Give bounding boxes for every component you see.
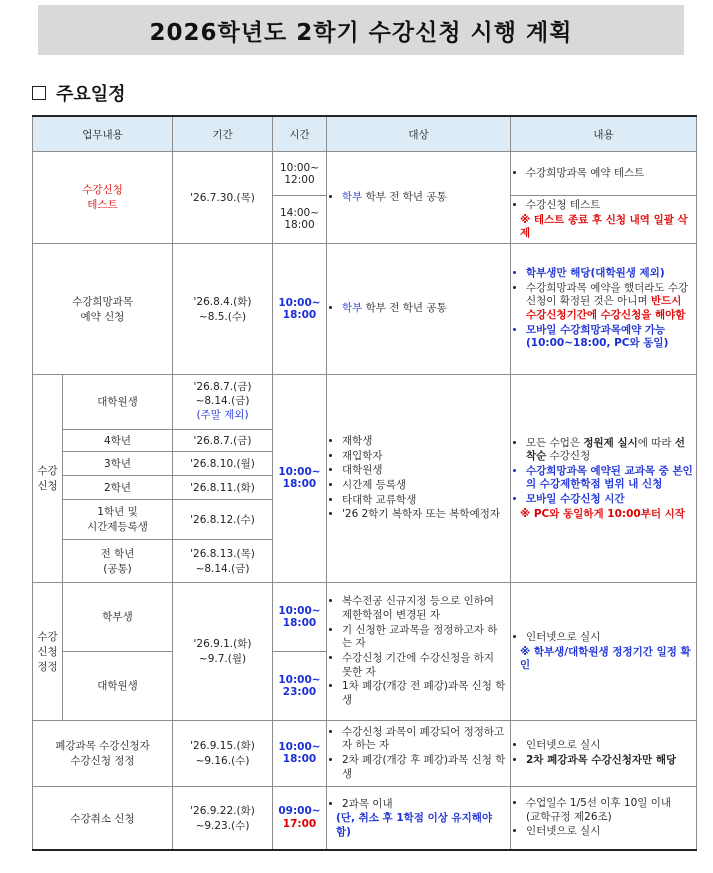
closed-targets	[327, 720, 511, 786]
list-item: • 인터넷으로 실시	[526, 631, 693, 645]
enroll-period: '26.8.13.(목) ~8.14.(금)	[173, 539, 273, 582]
test-time-1: 10:00~ 12:00	[273, 152, 327, 196]
enroll-c1-a: 모든 수업은	[526, 436, 584, 449]
reserve-target	[327, 243, 511, 374]
header-content: 내용	[511, 116, 697, 152]
page-title: 2026학년도 2학기 수강신청 시행 계획	[149, 19, 573, 46]
enroll-who: 대학원생	[63, 374, 173, 429]
list-item: • 재입학자	[342, 450, 507, 464]
list-item: • 재학생	[342, 435, 507, 449]
list-item: • 수강신청 과목이 폐강되어 정정하고자 하는 자	[342, 726, 507, 753]
checkbox-square-icon	[32, 86, 46, 100]
enroll-time: 10:00~ 18:00	[273, 374, 327, 582]
title-banner	[38, 5, 684, 55]
reserve-task: 수강희망과목 예약 신청	[33, 243, 173, 374]
correction-time-1: 10:00~ 18:00	[273, 582, 327, 651]
test-task: 수강신청 테스트	[33, 152, 173, 244]
correction-who-2: 대학원생	[63, 651, 173, 720]
enroll-content	[511, 374, 697, 582]
list-item: • 수강희망과목 예약된 교과목 중 본인의 수강제한학점 범위 내 신청	[526, 465, 693, 492]
enroll-who: 전 학년 (공통)	[63, 539, 173, 582]
header-target: 대상	[327, 116, 511, 152]
enroll-period: '26.8.12.(수)	[173, 499, 273, 539]
correction-content	[511, 582, 697, 720]
list-item: • 2차 폐강과목 수강신청자만 해당	[526, 754, 693, 768]
correction-note: ※ 학부생/대학원생 정정기간 일정 확인	[520, 645, 691, 672]
table-row	[33, 152, 697, 196]
test-target-text: 학부 전 학년 공통	[365, 190, 447, 203]
enroll-targets	[327, 374, 511, 582]
reserve-c2-emphasis: 반드시 수강신청기간에 수강신청을 해야함	[526, 295, 686, 321]
reserve-content	[511, 243, 697, 374]
list-item: • 모바일 수강신청 시간	[526, 493, 693, 507]
section-heading	[32, 80, 126, 106]
reserve-time: 10:00~ 18:00	[273, 243, 327, 374]
list-item: • 2차 폐강(개강 후 폐강)과목 신청 학생	[342, 754, 507, 781]
enroll-period: '26.8.10.(월)	[173, 451, 273, 475]
list-item	[526, 282, 693, 323]
cancel-time-end: 17:00	[282, 818, 317, 831]
cancel-target-note: (단, 취소 후 1학점 이상 유지해야함)	[336, 812, 493, 838]
list-item: • 수업일수 1/5선 이후 10일 이내 (교학규정 제26조)	[526, 797, 693, 824]
schedule-table	[32, 115, 697, 851]
list-item: • 2과목 이내	[342, 798, 507, 812]
correction-time-2: 10:00~ 23:00	[273, 651, 327, 720]
enroll-note: ※ PC와 동일하게 10:00부터 시작	[520, 507, 685, 520]
section-title: 주요일정	[56, 84, 126, 105]
cancel-time-start: 09:00~	[278, 804, 321, 817]
enroll-period	[173, 374, 273, 429]
list-item: • 타대학 교류학생	[342, 494, 507, 508]
enroll-who: 4학년	[63, 429, 173, 451]
test-content-2	[511, 196, 697, 244]
table-header-row	[33, 116, 697, 152]
cancel-time	[273, 786, 327, 850]
list-item: • '26 2학기 복학자 또는 복학예정자	[342, 508, 507, 522]
list-item: • 1차 폐강(개강 전 폐강)과목 신청 학생	[342, 680, 507, 707]
list-item: • 대학원생	[342, 464, 507, 478]
closed-content	[511, 720, 697, 786]
table-row	[33, 243, 697, 374]
test-time-2: 14:00~ 18:00	[273, 196, 327, 244]
cancel-period: '26.9.22.(화) ~9.23.(수)	[173, 786, 273, 850]
cancel-target	[327, 786, 511, 850]
list-item: • 인터넷으로 실시	[526, 825, 693, 839]
list-item: • 기 신청한 교과목을 정정하고자 하는 자	[342, 624, 507, 651]
test-period: '26.7.30.(목)	[173, 152, 273, 244]
correction-group: 수강 신청 정정	[33, 582, 63, 720]
cancel-task: 수강취소 신청	[33, 786, 173, 850]
enroll-c1-d: 선착순	[526, 436, 686, 463]
list-item	[526, 437, 693, 464]
enroll-group: 수강 신청	[33, 374, 63, 582]
table-row	[33, 374, 697, 429]
test-content-note: ※ 테스트 종료 후 신청 내역 일괄 삭제	[520, 213, 688, 240]
header-time: 시간	[273, 116, 327, 152]
enroll-period: '26.8.7.(금)	[173, 429, 273, 451]
table-row	[33, 786, 697, 850]
list-item: • 시간제 등록생	[342, 479, 507, 493]
correction-who-1: 학부생	[63, 582, 173, 651]
cancel-content	[511, 786, 697, 850]
list-item: • 수강신청 테스트	[526, 199, 693, 213]
reserve-c2-text: 수강희망과목 예약을 했더라도 수강신청이 확정된 것은 아니며	[526, 281, 689, 308]
correction-period: '26.9.1.(화) ~9.7.(월)	[173, 582, 273, 720]
enroll-period-note: (주말 제외)	[196, 408, 249, 421]
table-row	[33, 720, 697, 786]
list-item: • 수강신청 기간에 수강신청을 하지 못한 자	[342, 652, 507, 679]
closed-time	[273, 720, 327, 786]
correction-targets	[327, 582, 511, 720]
enroll-period: '26.8.11.(화)	[173, 475, 273, 499]
closed-period: '26.9.15.(화) ~9.16.(수)	[173, 720, 273, 786]
test-target-hakbu: 학부	[342, 190, 363, 203]
enroll-who: 2학년	[63, 475, 173, 499]
enroll-c1-e: 수강신청	[546, 450, 591, 463]
reserve-period: '26.8.4.(화) ~8.5.(수)	[173, 243, 273, 374]
header-period: 기간	[173, 116, 273, 152]
list-item: • 수강희망과목 예약 테스트	[526, 167, 693, 181]
closed-time-text: 10:00~ 18:00	[278, 741, 321, 766]
header-task: 업무내용	[33, 116, 173, 152]
enroll-c1-c: 에 따라	[637, 436, 675, 449]
list-item: • 인터넷으로 실시	[526, 739, 693, 753]
enroll-who: 1학년 및 시간제등록생	[63, 499, 173, 539]
enroll-period-text: '26.8.7.(금) ~8.14.(금)	[193, 381, 252, 408]
test-content-1	[511, 152, 697, 196]
test-target	[327, 152, 511, 244]
enroll-who: 3학년	[63, 451, 173, 475]
reserve-target-text: 학부 전 학년 공통	[365, 302, 447, 315]
list-item: • 복수전공 신규지정 등으로 인하여 제한학점이 변경된 자	[342, 595, 507, 622]
closed-task: 폐강과목 수강신청자 수강신청 정정	[33, 720, 173, 786]
enroll-c1-b: 정원제 실시	[583, 436, 638, 449]
list-item: • 모바일 수강희망과목예약 가능 (10:00~18:00, PC와 동일)	[526, 324, 693, 351]
reserve-target-hakbu: 학부	[342, 302, 363, 315]
table-row	[33, 582, 697, 651]
list-item: • 학부생만 해당(대학원생 제외)	[526, 267, 693, 281]
